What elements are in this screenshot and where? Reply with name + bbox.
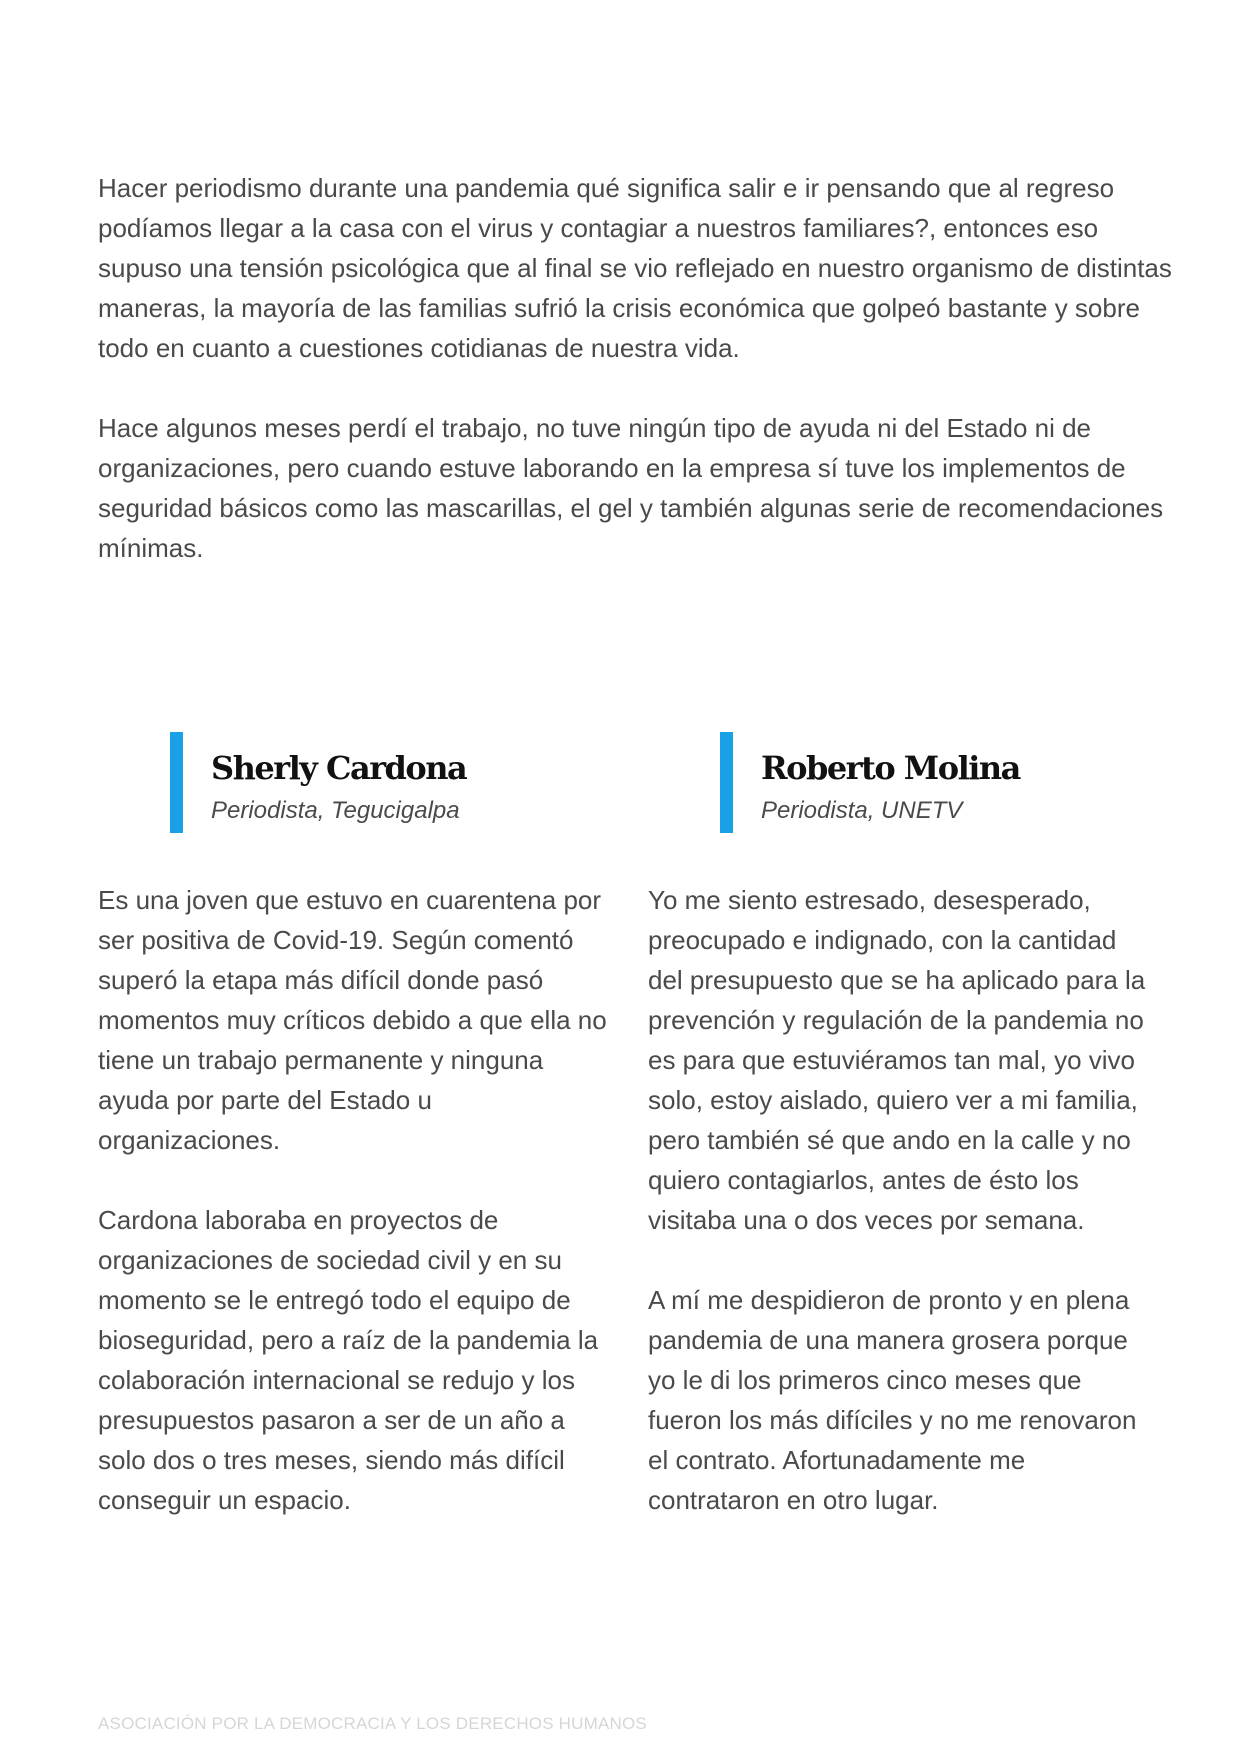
page-footer: ASOCIACIÓN POR LA DEMOCRACIA Y LOS DERECHOS HUMANOS: [98, 1714, 647, 1733]
profile-card-roberto-molina: [720, 732, 1140, 833]
profile-name: Sherly Cardona: [211, 749, 467, 787]
testimony-column-sherly-cardona: [98, 880, 618, 1520]
profile-role: Periodista, UNETV: [761, 797, 963, 824]
testimony-paragraph-1: Es una joven que estuvo en cuarentena por ser positiva de Covid-19. Según comentó superó la etapa más difícil donde pasó momentos muy críticos debido a que ella no tiene un trabajo permanente y ninguna ayuda por parte del Estado u organizaciones.: [98, 885, 607, 1155]
intro-paragraph-2: Hace algunos meses perdí el trabajo, no tuve ningún tipo de ayuda ni del Estado ni de organizaciones, pero cuando estuve laborando en la empresa sí tuve los implementos de seguridad básicos como las mascarillas, el gel y también algunas serie de recomendaciones mínimas.: [98, 413, 1164, 563]
profile-card-sherly-cardona: [170, 732, 590, 833]
testimony-paragraph-1: Yo me siento estresado, desesperado, preocupado e indignado, con la cantidad del presupuesto que se ha aplicado para la prevención y regulación de la pandemia no es para que estuviéramos tan mal, yo vivo solo, estoy aislado, quiero ver a mi familia, pero también sé que ando en la calle y no quiero contagiarlos, antes de ésto los visitaba una o dos veces por semana.: [648, 885, 1146, 1235]
testimony-paragraph-2: A mí me despidieron de pronto y en plena pandemia de una manera grosera porque yo le di los primeros cinco meses que fueron los más difíciles y no me renovaron el contrato. Afortunadamente me contrataron en otro lugar.: [648, 1285, 1137, 1515]
profile-name: Roberto Molina: [761, 749, 1020, 787]
profile-role: Periodista, Tegucigalpa: [211, 797, 460, 824]
intro-paragraph-1: Hacer periodismo durante una pandemia qué significa salir e ir pensando que al regreso podíamos llegar a la casa con el virus y contagiar a nuestros familiares?, entonces eso supuso una tensión psicológica que al final se vio reflejado en nuestro organismo de distintas maneras, la mayoría de las familias sufrió la crisis económica que golpeó bastante y sobre todo en cuanto a cuestiones cotidianas de nuestra vida.: [98, 173, 1172, 363]
testimony-column-roberto-molina: [648, 880, 1148, 1520]
intro-section: [98, 168, 1178, 568]
testimony-paragraph-2: Cardona laboraba en proyectos de organizaciones de sociedad civil y en su momento se le entregó todo el equipo de bioseguridad, pero a raíz de la pandemia la colaboración internacional se redujo y los presupuestos pasaron a ser de un año a solo dos o tres meses, siendo más difícil conseguir un espacio.: [98, 1205, 599, 1515]
